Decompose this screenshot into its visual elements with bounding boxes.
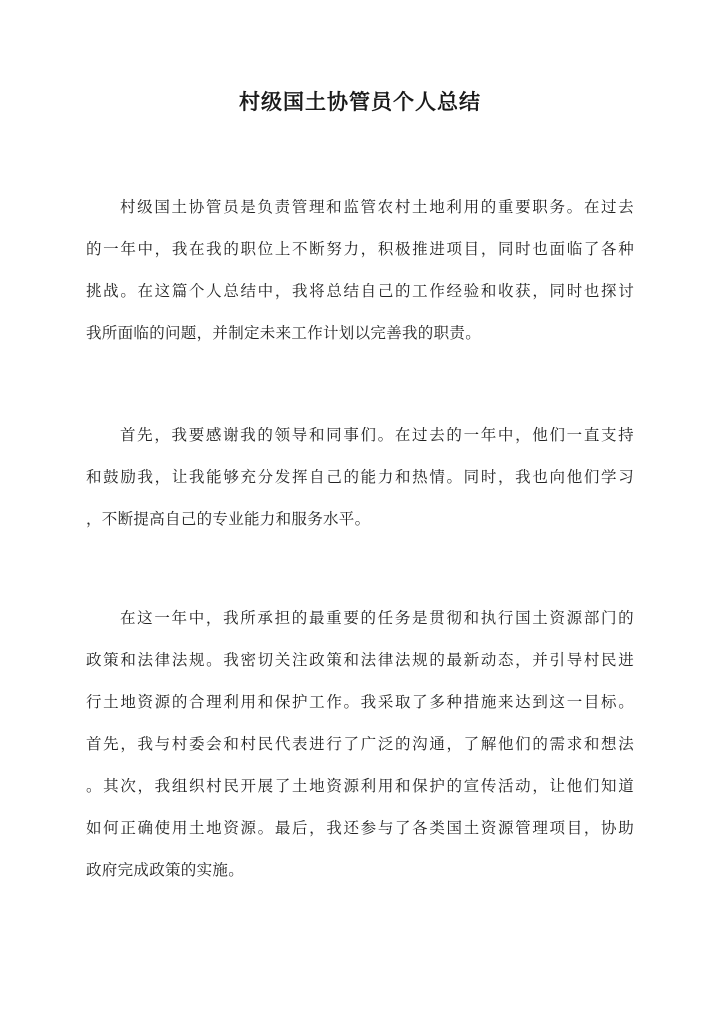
paragraph-intro [86,186,634,354]
document-title: 村级国土协管员个人总结 [239,89,481,114]
paragraph-line: 如何正确使用土地资源。最后，我还参与了各类国土资源管理项目，协助 [86,819,634,837]
paragraph-line: 。其次，我组织村民开展了土地资源利用和保护的宣传活动，让他们知道 [86,777,634,795]
paragraph-line: 首先，我要感谢我的领导和同事们。在过去的一年中，他们一直支持 [120,426,634,444]
paragraph-line: ，不断提高自己的专业能力和服务水平。 [86,510,371,528]
paragraph-line: 首先，我与村委会和村民代表进行了广泛的沟通，了解他们的需求和想法 [86,735,634,753]
paragraph-tasks [86,597,634,891]
paragraph-line: 挑战。在这篇个人总结中，我将总结自己的工作经验和收获，同时也探讨 [86,282,634,300]
paragraph-line: 在这一年中，我所承担的最重要的任务是贯彻和执行国土资源部门的 [120,609,634,627]
paragraph-line: 我所面临的问题，并制定未来工作计划以完善我的职责。 [86,324,482,342]
paragraph-line: 和鼓励我，让我能够充分发挥自己的能力和热情。同时，我也向他们学习 [86,468,634,486]
paragraph-line: 村级国土协管员是负责管理和监管农村土地利用的重要职务。在过去 [120,198,634,216]
paragraph-line: 的一年中，我在我的职位上不断努力，积极推进项目，同时也面临了各种 [86,240,634,258]
paragraph-thanks [86,414,634,540]
paragraph-line: 政府完成政策的实施。 [86,861,245,879]
paragraph-line: 行土地资源的合理利用和保护工作。我采取了多种措施来达到这一目标。 [86,693,634,711]
paragraph-line: 政策和法律法规。我密切关注政策和法律法规的最新动态，并引导村民进 [86,651,634,669]
